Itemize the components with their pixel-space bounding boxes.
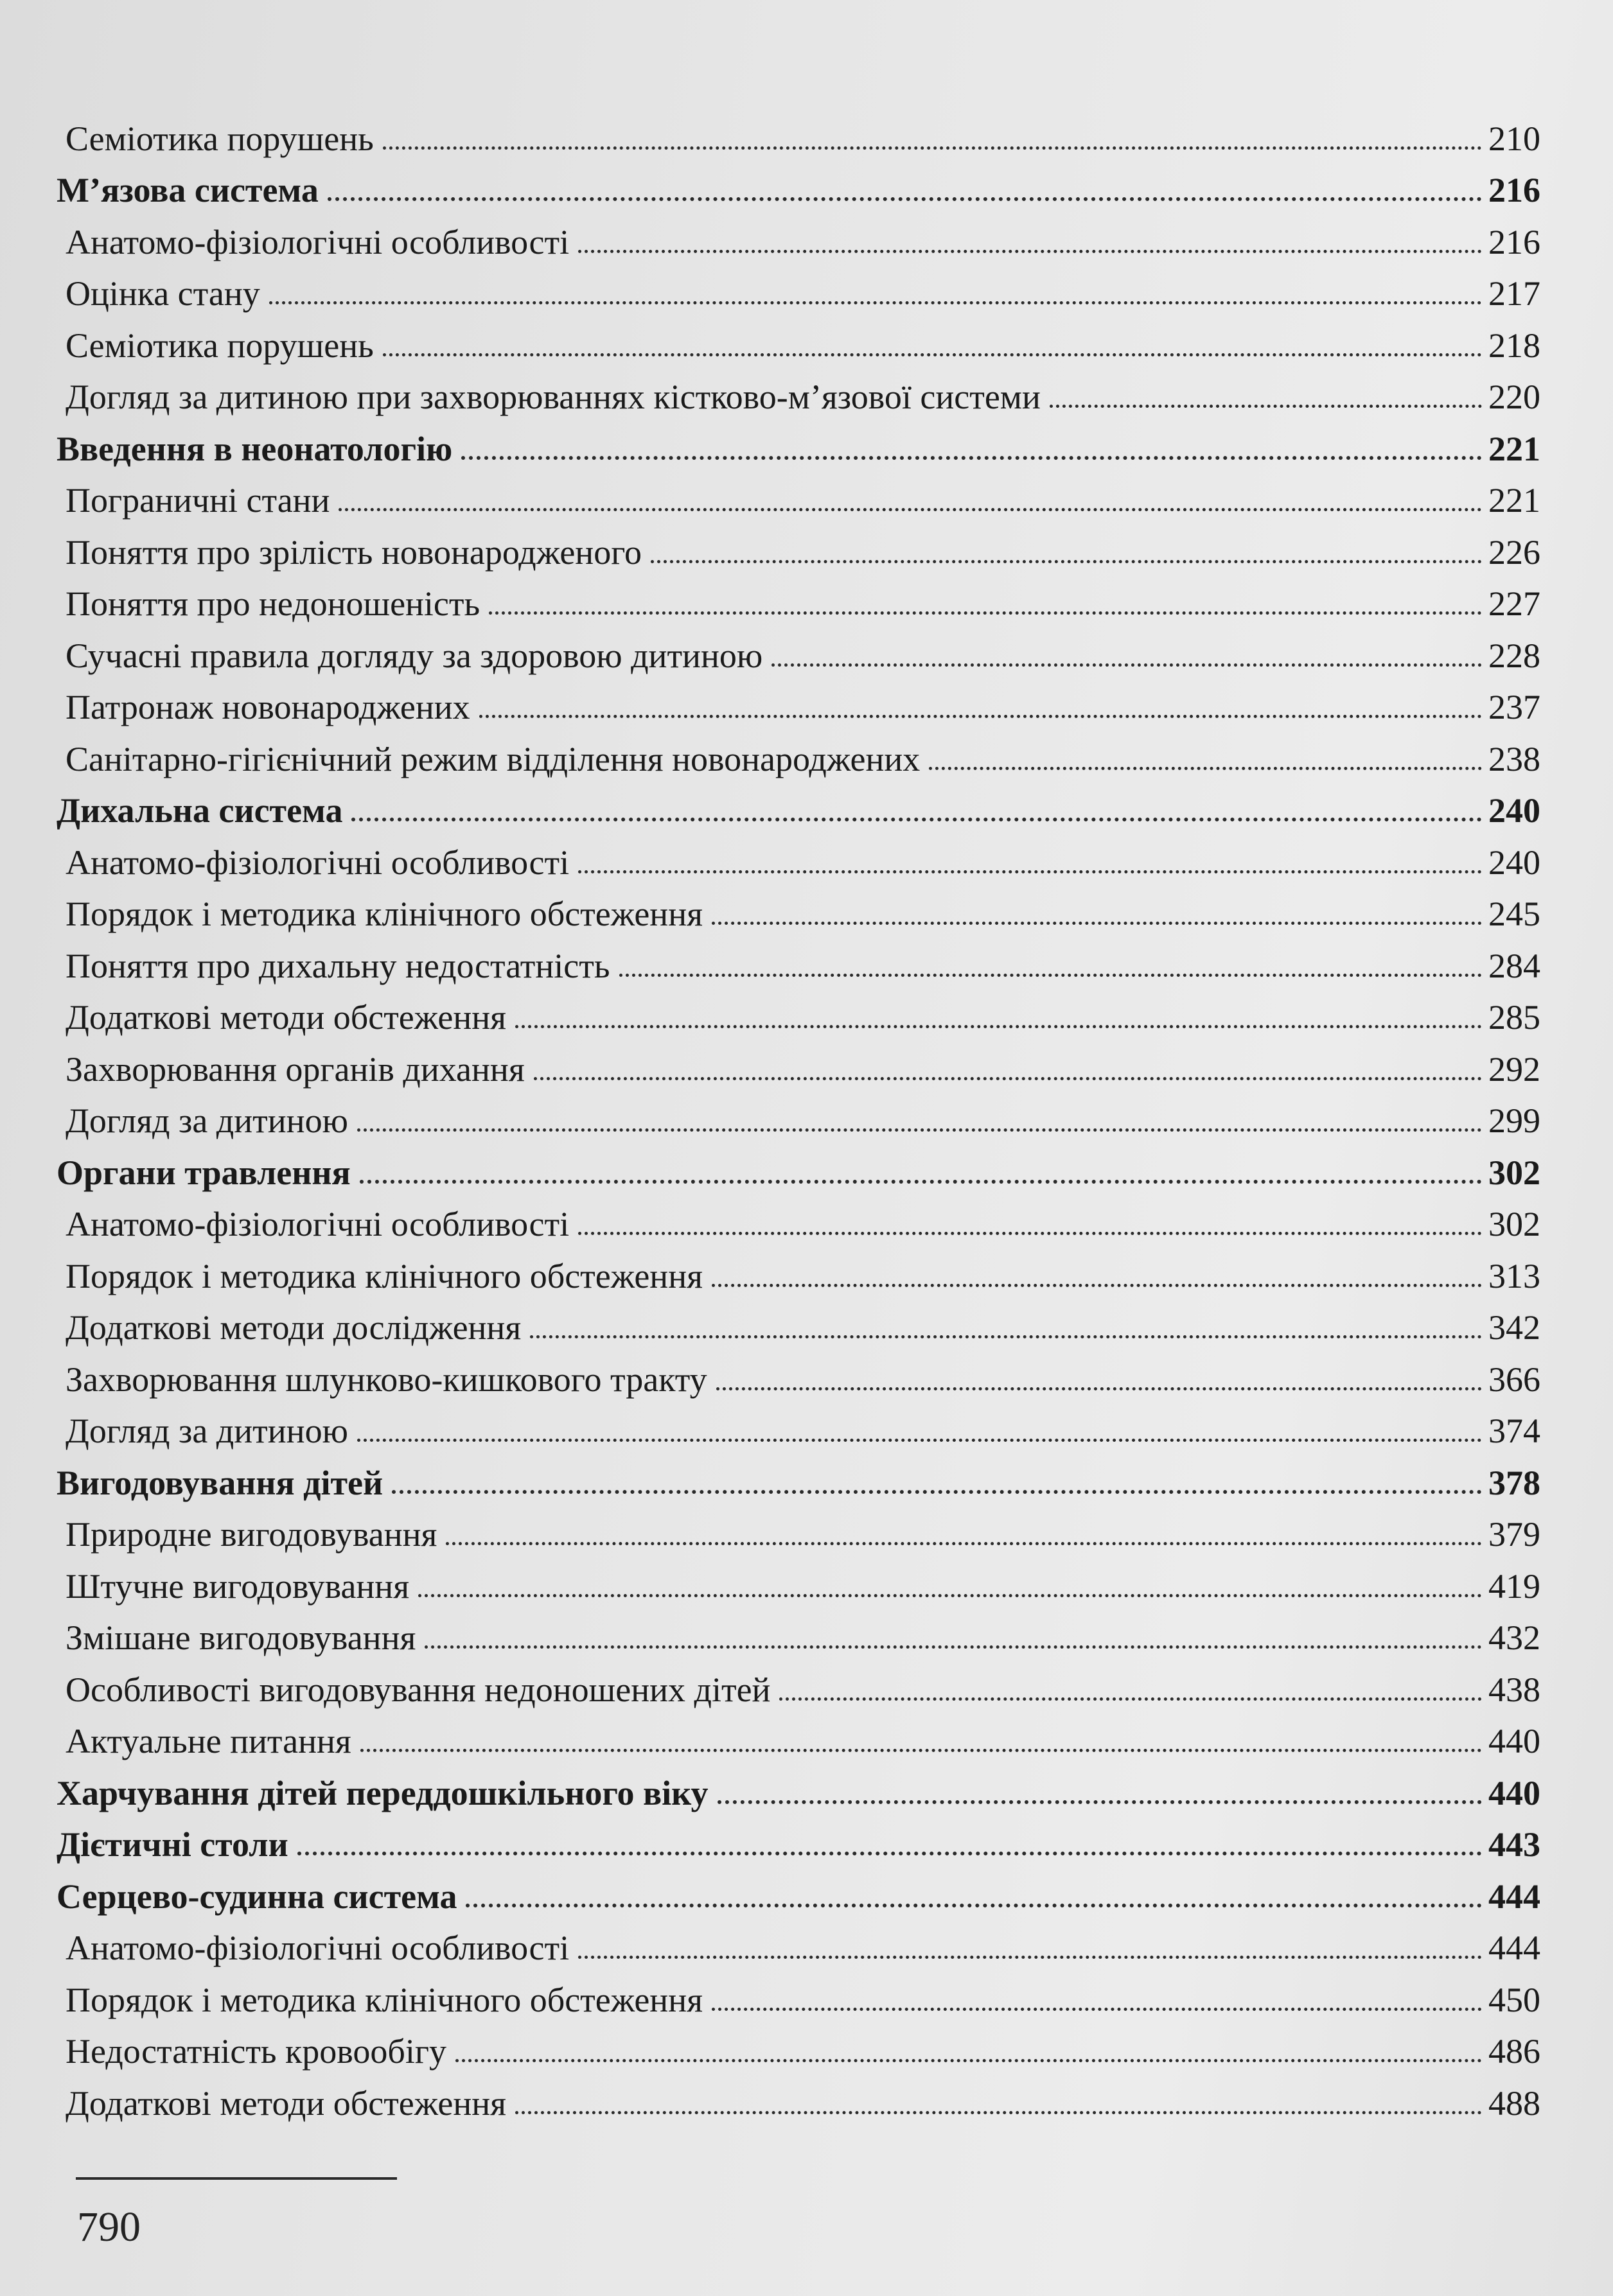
dot-leader: [339, 508, 1482, 511]
toc-entry: [57, 470, 1540, 522]
toc-entry-title: Серцево-судинна система: [57, 1877, 457, 1916]
dot-leader: [479, 715, 1482, 718]
dot-leader: [328, 197, 1482, 201]
toc-entry: [57, 263, 1540, 315]
toc-entry-page-number: 486: [1488, 2032, 1540, 2071]
toc-entry-page-number: 228: [1488, 636, 1540, 675]
toc-entry: [57, 935, 1540, 987]
dot-leader: [418, 1594, 1482, 1597]
toc-entry-page-number: 443: [1488, 1825, 1540, 1864]
toc-entry: [57, 367, 1540, 419]
toc-entry-title: Вигодовування дітей: [57, 1463, 383, 1502]
toc-entry-page-number: 299: [1488, 1101, 1540, 1140]
dot-leader: [515, 1025, 1482, 1028]
toc-entry: [57, 108, 1540, 160]
toc-entry-page-number: 313: [1488, 1256, 1540, 1295]
dot-leader: [929, 767, 1482, 770]
toc-entry-title: Порядок і методика клінічного обстеження: [66, 895, 703, 933]
dot-leader: [466, 1904, 1482, 1907]
toc-entry-title: Органи травлення: [57, 1153, 351, 1192]
dot-leader: [619, 974, 1483, 977]
toc-entry-title: Захворювання органів дихання: [66, 1049, 525, 1089]
toc-entry: [57, 1297, 1540, 1349]
toc-entry: [57, 2073, 1540, 2125]
toc-entry-title: Додаткові методи обстеження: [66, 2083, 506, 2123]
toc-entry-title: Анатомо-фізіологічні особливості: [66, 222, 570, 261]
toc-entry-title: Дієтичні столи: [57, 1825, 288, 1864]
toc-entry-page-number: 366: [1488, 1360, 1540, 1399]
toc-entry-title: Актуальне питання: [66, 1722, 351, 1760]
toc-entry: [57, 1245, 1540, 1297]
table-of-contents: [57, 108, 1540, 2125]
toc-entry: [57, 625, 1540, 677]
toc-entry-page-number: 245: [1488, 895, 1540, 933]
toc-section-heading: [57, 780, 1540, 832]
dot-leader: [716, 1387, 1482, 1390]
toc-entry-page-number: 379: [1488, 1515, 1540, 1554]
dot-leader: [383, 146, 1482, 150]
toc-entry: [57, 728, 1540, 780]
toc-entry-page-number: 342: [1488, 1308, 1540, 1347]
toc-entry-title: Анатомо-фізіологічні особливості: [66, 843, 570, 882]
toc-entry-title: Додаткові методи обстеження: [66, 998, 506, 1037]
toc-entry-page-number: 488: [1488, 2083, 1540, 2123]
toc-entry-page-number: 221: [1488, 429, 1540, 468]
toc-entry-page-number: 438: [1488, 1670, 1540, 1709]
toc-entry: [57, 1401, 1540, 1453]
toc-entry-title: Штучне вигодовування: [66, 1566, 410, 1606]
dot-leader: [360, 1180, 1482, 1184]
toc-entry-title: Захворювання шлунково-кишкового тракту: [66, 1360, 707, 1399]
dot-leader: [392, 1490, 1482, 1494]
toc-entry-title: Недостатність кровообігу: [66, 2032, 447, 2071]
toc-entry-page-number: 374: [1488, 1412, 1540, 1450]
toc-entry: [57, 2021, 1540, 2073]
toc-entry-page-number: 210: [1488, 119, 1540, 158]
toc-entry-page-number: 221: [1488, 481, 1540, 520]
toc-entry: [57, 884, 1540, 936]
dot-leader: [489, 611, 1482, 615]
toc-entry-title: Введення в неонатологію: [57, 429, 453, 468]
toc-entry-page-number: 240: [1488, 791, 1540, 830]
toc-entry-title: Особливості вигодовування недоношених дітей: [66, 1670, 771, 1709]
toc-entry-title: Змішане вигодовування: [66, 1618, 416, 1657]
dot-leader: [530, 1335, 1482, 1338]
toc-entry: [57, 1555, 1540, 1608]
toc-entry-title: Пограничні стани: [66, 481, 330, 520]
toc-entry-page-number: 419: [1488, 1566, 1540, 1606]
toc-entry-page-number: 226: [1488, 532, 1540, 572]
toc-entry-title: Догляд за дитиною: [66, 1412, 348, 1450]
toc-entry: [57, 677, 1540, 729]
dot-leader: [712, 922, 1482, 925]
toc-entry-page-number: 238: [1488, 739, 1540, 778]
toc-entry-title: Патронаж новонароджених: [66, 688, 470, 726]
toc-entry-title: Поняття про зрілість новонародженого: [66, 532, 642, 572]
toc-entry-title: Природне вигодовування: [66, 1515, 437, 1554]
toc-entry: [57, 1504, 1540, 1556]
toc-entry: [57, 1969, 1540, 2021]
toc-entry-page-number: 378: [1488, 1463, 1540, 1502]
dot-leader: [351, 818, 1482, 821]
toc-entry: [57, 211, 1540, 263]
page-number: 790: [77, 2204, 141, 2250]
toc-entry-title: Сучасні правила догляду за здоровою дитиною: [66, 636, 763, 675]
toc-section-heading: [57, 1142, 1540, 1194]
toc-entry: [57, 987, 1540, 1039]
dot-leader: [578, 250, 1482, 253]
toc-entry-page-number: 450: [1488, 1980, 1540, 2019]
dot-leader: [357, 1439, 1482, 1442]
toc-entry-page-number: 218: [1488, 326, 1540, 365]
toc-entry-title: Оцінка стану: [66, 274, 260, 313]
toc-entry-page-number: 444: [1488, 1877, 1540, 1916]
toc-entry-title: Анатомо-фізіологічні особливості: [66, 1929, 570, 1967]
toc-entry-page-number: 440: [1488, 1773, 1540, 1812]
toc-section-heading: [57, 1452, 1540, 1504]
toc-entry-title: Харчування дітей переддошкільного віку: [57, 1773, 709, 1812]
toc-section-heading: [57, 160, 1540, 212]
toc-entry-title: Санітарно-гігієнічний режим відділення новонароджених: [66, 739, 921, 778]
toc-entry-page-number: 217: [1488, 274, 1540, 313]
toc-entry-page-number: 302: [1488, 1205, 1540, 1243]
footer-rule: [76, 2177, 397, 2180]
toc-entry-page-number: 237: [1488, 688, 1540, 726]
toc-entry-page-number: 284: [1488, 946, 1540, 985]
dot-leader: [515, 2111, 1482, 2114]
toc-entry: [57, 315, 1540, 367]
toc-entry-title: Семіотика порушень: [66, 326, 374, 365]
toc-entry-page-number: 302: [1488, 1153, 1540, 1192]
toc-entry: [57, 521, 1540, 574]
toc-entry-page-number: 285: [1488, 998, 1540, 1037]
toc-entry-title: Догляд за дитиною: [66, 1101, 348, 1140]
toc-entry-page-number: 227: [1488, 584, 1540, 623]
dot-leader: [718, 1800, 1482, 1804]
toc-entry-page-number: 292: [1488, 1049, 1540, 1089]
toc-entry: [57, 1711, 1540, 1763]
toc-entry: [57, 1608, 1540, 1660]
toc-entry: [57, 574, 1540, 626]
toc-section-heading: [57, 1866, 1540, 1918]
toc-entry-page-number: 216: [1488, 222, 1540, 261]
toc-entry-title: М’язова система: [57, 171, 319, 209]
dot-leader: [357, 1128, 1482, 1132]
dot-leader: [461, 456, 1482, 460]
toc-entry-title: Дихальна система: [57, 791, 343, 830]
toc-entry-page-number: 216: [1488, 171, 1540, 209]
toc-section-heading: [57, 418, 1540, 470]
dot-leader: [771, 663, 1482, 667]
toc-section-heading: [57, 1814, 1540, 1866]
dot-leader: [651, 560, 1482, 563]
toc-entry-page-number: 240: [1488, 843, 1540, 882]
toc-section-heading: [57, 1762, 1540, 1814]
dot-leader: [360, 1749, 1482, 1752]
toc-entry: [57, 1659, 1540, 1711]
toc-entry-page-number: 444: [1488, 1929, 1540, 1967]
toc-entry-title: Додаткові методи дослідження: [66, 1308, 522, 1347]
toc-entry-title: Догляд за дитиною при захворюваннях кістково-м’язової системи: [66, 378, 1041, 416]
dot-leader: [1050, 405, 1482, 408]
toc-entry: [57, 1194, 1540, 1246]
dot-leader: [269, 301, 1482, 304]
dot-leader: [297, 1852, 1482, 1855]
dot-leader: [578, 1956, 1482, 1959]
toc-entry-page-number: 220: [1488, 378, 1540, 416]
dot-leader: [712, 1284, 1482, 1287]
toc-entry: [57, 1349, 1540, 1401]
toc-entry-page-number: 432: [1488, 1618, 1540, 1657]
dot-leader: [455, 2059, 1482, 2062]
toc-entry-title: Поняття про дихальну недостатність: [66, 946, 610, 985]
dot-leader: [578, 1232, 1482, 1235]
dot-leader: [425, 1645, 1482, 1649]
dot-leader: [534, 1077, 1482, 1080]
toc-entry: [57, 1038, 1540, 1091]
toc-entry-title: Порядок і методика клінічного обстеження: [66, 1980, 703, 2019]
toc-entry-title: Порядок і методика клінічного обстеження: [66, 1256, 703, 1295]
toc-entry: [57, 1918, 1540, 1970]
toc-entry-title: Анатомо-фізіологічні особливості: [66, 1205, 570, 1243]
toc-entry-title: Поняття про недоношеність: [66, 584, 480, 623]
dot-leader: [383, 353, 1482, 356]
toc-entry: [57, 1091, 1540, 1143]
dot-leader: [578, 870, 1482, 873]
toc-entry: [57, 832, 1540, 884]
toc-entry-title: Семіотика порушень: [66, 119, 374, 158]
dot-leader: [779, 1697, 1482, 1701]
dot-leader: [446, 1542, 1482, 1545]
toc-entry-page-number: 440: [1488, 1722, 1540, 1760]
dot-leader: [712, 2008, 1482, 2011]
